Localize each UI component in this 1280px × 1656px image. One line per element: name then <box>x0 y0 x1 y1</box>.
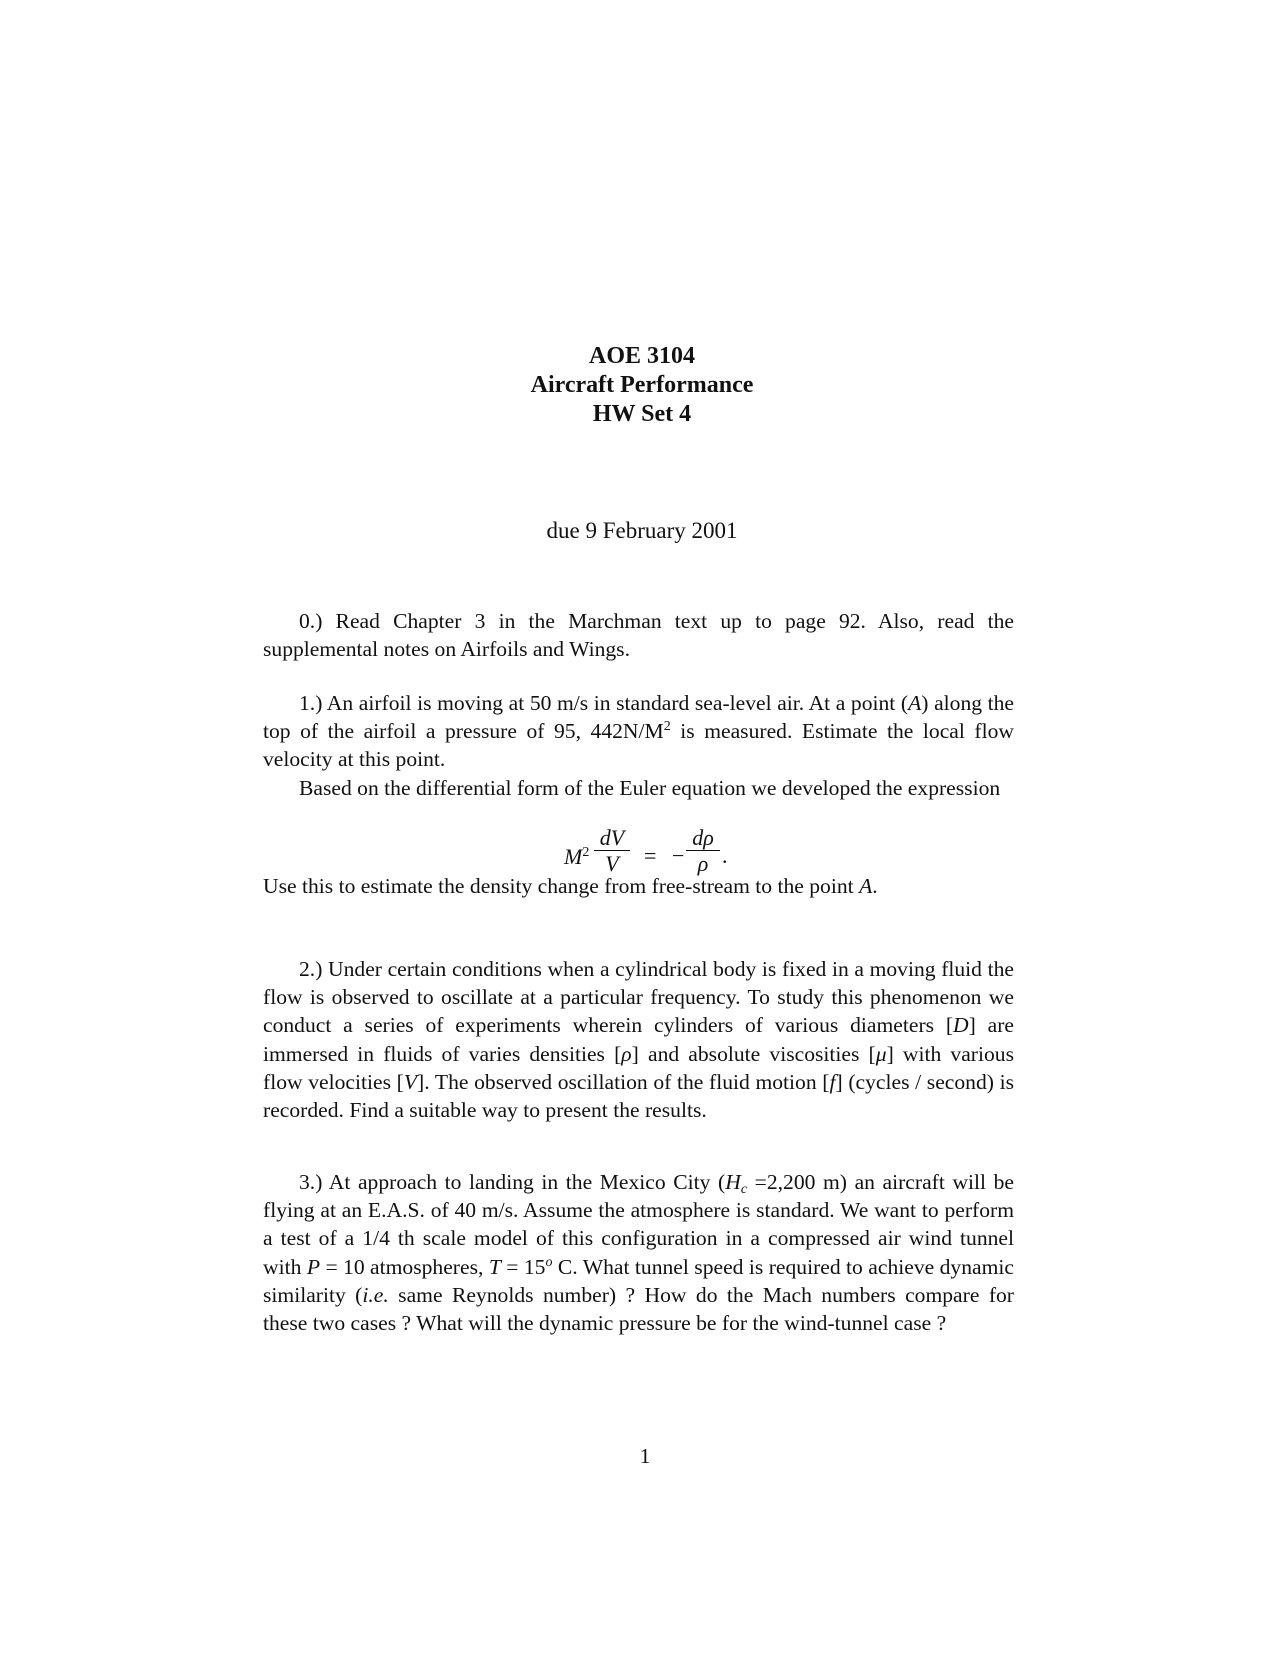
problem-0-text: 0.) Read Chapter 3 in the Marchman text up to page 92. Also, read the supplemental notes on Airfoils and Wings. <box>263 609 1014 662</box>
equation-minus: − <box>672 843 685 868</box>
problem-3 <box>263 1168 1014 1337</box>
equation-fraction-velocity: $\frac{dV}{V}$ <box>594 826 630 877</box>
assignment-title: HW Set 4 <box>592 401 692 427</box>
euler-equation <box>560 824 740 892</box>
equation-equals: = <box>644 843 657 868</box>
course-number: AOE 3104 <box>588 343 695 369</box>
problem-1-text: 1.) An airfoil is moving at 50 m/s in standard sea-level air. At a point (A) along the top of the airfoil a pressure of 95, $442N/M^2$ is measured. Estimate the local flow velocity at this point. <box>263 691 1015 772</box>
problem-1-instruction: Use this to estimate the density change from free-stream to the point A. <box>263 873 878 898</box>
course-title: Aircraft Performance <box>530 372 754 398</box>
equation-mach: $M^2$ <box>564 844 590 869</box>
page-number: 1 <box>639 1444 651 1468</box>
equation-period: . <box>722 843 728 868</box>
title-block <box>4 342 1280 429</box>
problem-2-text: 2.) Under certain conditions when a cylindrical body is fixed in a moving fluid the flow is observed to oscillate at a particular frequency. To study this phenomenon we conduct a series of experiments wherein cylinders of various diameters [D] are immersed in fluids of varies densities [ρ] and absolute viscosities [μ] with various flow velocities [V]. The observed oscillation of the fluid motion [f] (cycles / second) is recorded. Find a suitable way to present the results. <box>263 957 1015 1123</box>
due-date: due 9 February 2001 <box>546 518 738 543</box>
problem-2 <box>263 955 1014 1124</box>
problem-1-euler-intro: Based on the differential form of the Euler equation we developed the expression <box>299 775 1001 800</box>
equation-fraction-density: $\frac{d\rho}{\rho}$ <box>686 826 720 877</box>
problem-0 <box>263 607 1014 663</box>
problem-3-text: 3.) At approach to landing in the Mexico City ($H_c =2,200$ m) an aircraft will be flying at an E.A.S. of 40 m/s. Assume the atmosphere is standard. We want to perform a test of a 1/4 th scale model of this configuration in a compressed air wind tunnel with P = 10 atmospheres, $T = 15^o$ C. What tunnel speed is required to achieve dynamic similarity (i.e. same Reynolds number) ? How do the Mach numbers compare for these two cases ? What will the dynamic pressure be for the wind-tunnel case ? <box>263 1170 1014 1336</box>
